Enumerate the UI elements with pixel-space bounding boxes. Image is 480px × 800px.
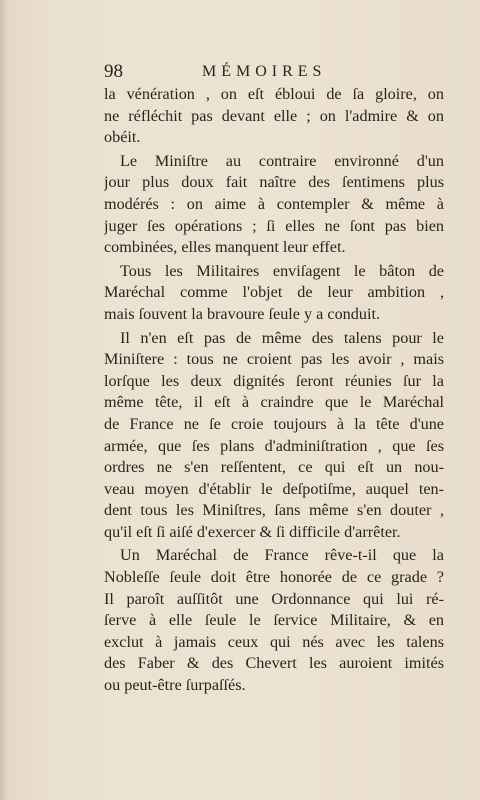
paragraph [104,151,444,259]
text-line: mais ſouvent la bravoure ſeule y a conduit. [104,304,381,323]
page-edge-shadow [0,0,8,800]
text-line: ou peut-être ſurpaſſés. [104,676,246,695]
text-line: des Faber & des Chevert les auroient imités [104,654,444,673]
text-line: Un Maréchal de France rêve-t-il que la [120,546,444,565]
page-number: 98 [104,61,123,82]
text-line: ſerve à elle ſeule le ſervice Militaire, & en [104,611,444,630]
text-line: dent tous les Miniſtres, ſans même s'en douter , [104,501,444,520]
running-head: MÉMOIRES [202,63,327,80]
text-line: lorſque les deux dignités ſeront réunies ſur la [104,371,444,390]
text-line: qu'il eſt ſi aiſé d'exercer & ſi difficile d'arrêter. [104,522,401,541]
text-line: Le Miniſtre au contraire environné d'un [120,151,444,170]
paragraph [104,328,444,544]
text-line: ne réfléchit pas devant elle ; on l'admire & on [104,106,444,125]
text-line: Nobleſſe ſeule doit être honorée de ce grade ? [104,568,444,587]
text-line: modérés : on aime à contempler & même à [104,194,444,213]
text-line: Miniſtere : tous ne croient pas les avoir , mais [104,350,444,369]
text-line: combinées, elles manquent leur effet. [104,238,346,257]
text-line: Il paroît auſſitôt une Ordonnance qui lui ré- [104,589,444,608]
text-line: Tous les Militaires enviſagent le bâton de [120,261,444,280]
text-line: la vénération , on eſt ébloui de ſa gloire, on [104,85,444,103]
paragraph [104,84,444,149]
paragraph [104,545,444,696]
text-line: Maréchal comme l'objet de leur ambition , [104,283,444,302]
text-line: juger ſes opérations ; ſi elles ne ſont pas bien [104,216,444,235]
text-line: même tête, il eſt à craindre que le Maréchal [104,393,444,412]
text-line: Il n'en eſt pas de même des talens pour le [120,328,444,347]
page-header [104,60,444,84]
paragraph [104,261,444,326]
text-line: ordres ne s'en reſſentent, ce qui eſt un nou- [104,458,444,477]
text-line: exclut à jamais ceux qui nés avec les talens [104,632,444,651]
text-line: veau moyen d'établir le deſpotiſme, auquel ten- [104,479,444,498]
text-line: armée, que ſes plans d'adminiſtration , que ſes [104,436,444,455]
body-text [104,84,444,697]
text-line: de France ne ſe croie toujours à la tête d'une [104,414,444,433]
text-line: jour plus doux fait naître des ſentimens plus [104,173,444,192]
text-line: obéit. [104,128,141,147]
